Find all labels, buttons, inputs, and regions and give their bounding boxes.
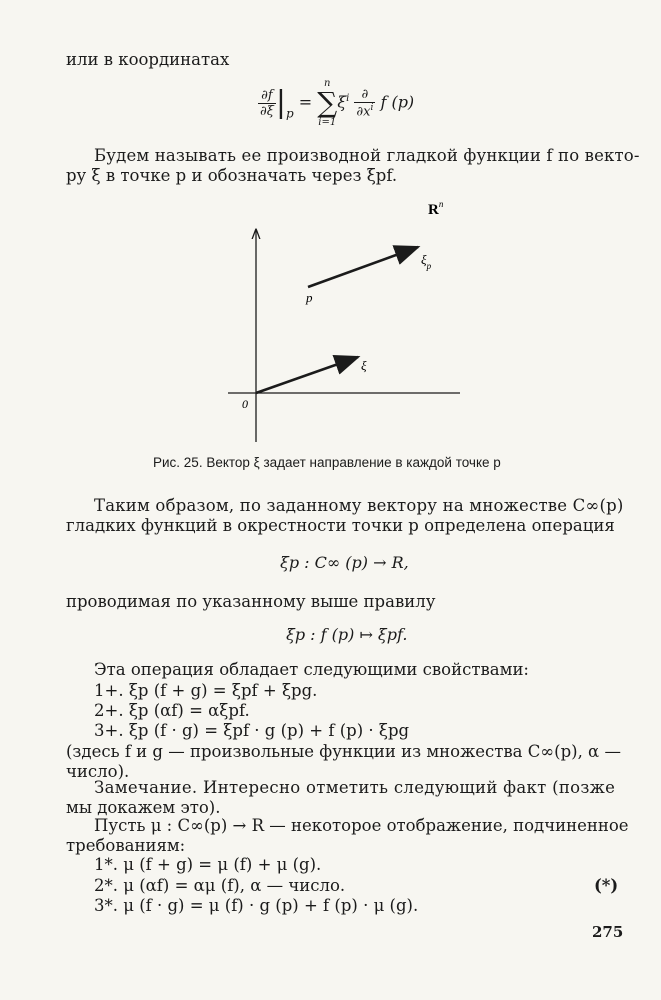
requirement-3: 3*. μ (f · g) = μ (f) · g (p) + f (p) · μ (g).	[94, 896, 419, 915]
props-note-line1: (здесь f и g — произвольные функции из множества C∞(p), α —	[66, 742, 621, 761]
formula-rule: ξp : f (p) ↦ ξpf.	[286, 625, 408, 644]
props-note-line2: число).	[66, 762, 130, 781]
prop-item-3: 3+. ξp (f · g) = ξpf · g (p) + f (p) · ξpg	[94, 721, 410, 740]
partial-fraction: $\frac{\partial}{\partial x^i}$	[356, 86, 374, 120]
intro-text: или в координатах	[66, 50, 230, 69]
remark-line2: мы докажем это).	[66, 798, 221, 817]
page-number: 275	[592, 923, 624, 941]
vector-xi-p	[308, 247, 418, 287]
star-label: (*)	[594, 876, 619, 895]
figure-vector-diagram	[0, 190, 661, 450]
point-label: p	[306, 290, 313, 305]
para3-text: проводимая по указанному выше правилу	[66, 592, 436, 611]
para1-line2: ру ξ в точке p и обозначать через ξpf.	[66, 166, 398, 185]
para4-line2: требованиям:	[66, 836, 186, 855]
prop-item-2: 2+. ξp (αf) = αξpf.	[94, 701, 250, 720]
requirement-1: 1*. μ (f + g) = μ (f) + μ (g).	[94, 855, 322, 874]
requirement-2: 2*. μ (αf) = αμ (f), α — число.	[94, 876, 346, 895]
props-intro: Эта операция обладает следующими свойствами:	[94, 660, 529, 679]
origin-label: 0	[242, 397, 248, 411]
sum-symbol: n ∑ i=1	[317, 78, 338, 128]
para1-line1: Будем называть ее производной гладкой функции f по векто-	[94, 146, 640, 165]
vector-xi-p-label: $\xi_p$	[421, 252, 432, 271]
formula-operation: ξp : C∞ (p) → R,	[280, 553, 409, 572]
prop-item-1: 1+. ξp (f + g) = ξpf + ξpg.	[94, 681, 318, 700]
formula-derivative-coordinates: $\frac{\partial f}{\partial\xi}$ $|_p$ = n ∑ i=1 $\xi^i$ $\frac{\partial}{\partial x^i}$ f (p)	[260, 78, 415, 128]
para2-line1: Таким образом, по заданному вектору на множестве C∞(p)	[94, 496, 624, 515]
lhs-fraction: $\frac{\partial f}{\partial\xi}$	[260, 87, 274, 119]
remark-line1: Замечание. Интересно отметить следующий факт (позже	[94, 778, 616, 797]
para2-line2: гладких функций в окрестности точки p определена операция	[66, 516, 615, 535]
para4-line1: Пусть μ : C∞(p) → R — некоторое отображение, подчиненное	[94, 816, 629, 835]
space-label: $R^n$	[428, 199, 444, 218]
vector-xi-label: ξ	[361, 358, 367, 373]
figure-caption: Рис. 25. Вектор ξ задает направление в каждой точке p	[153, 455, 501, 470]
vector-xi	[256, 357, 358, 393]
